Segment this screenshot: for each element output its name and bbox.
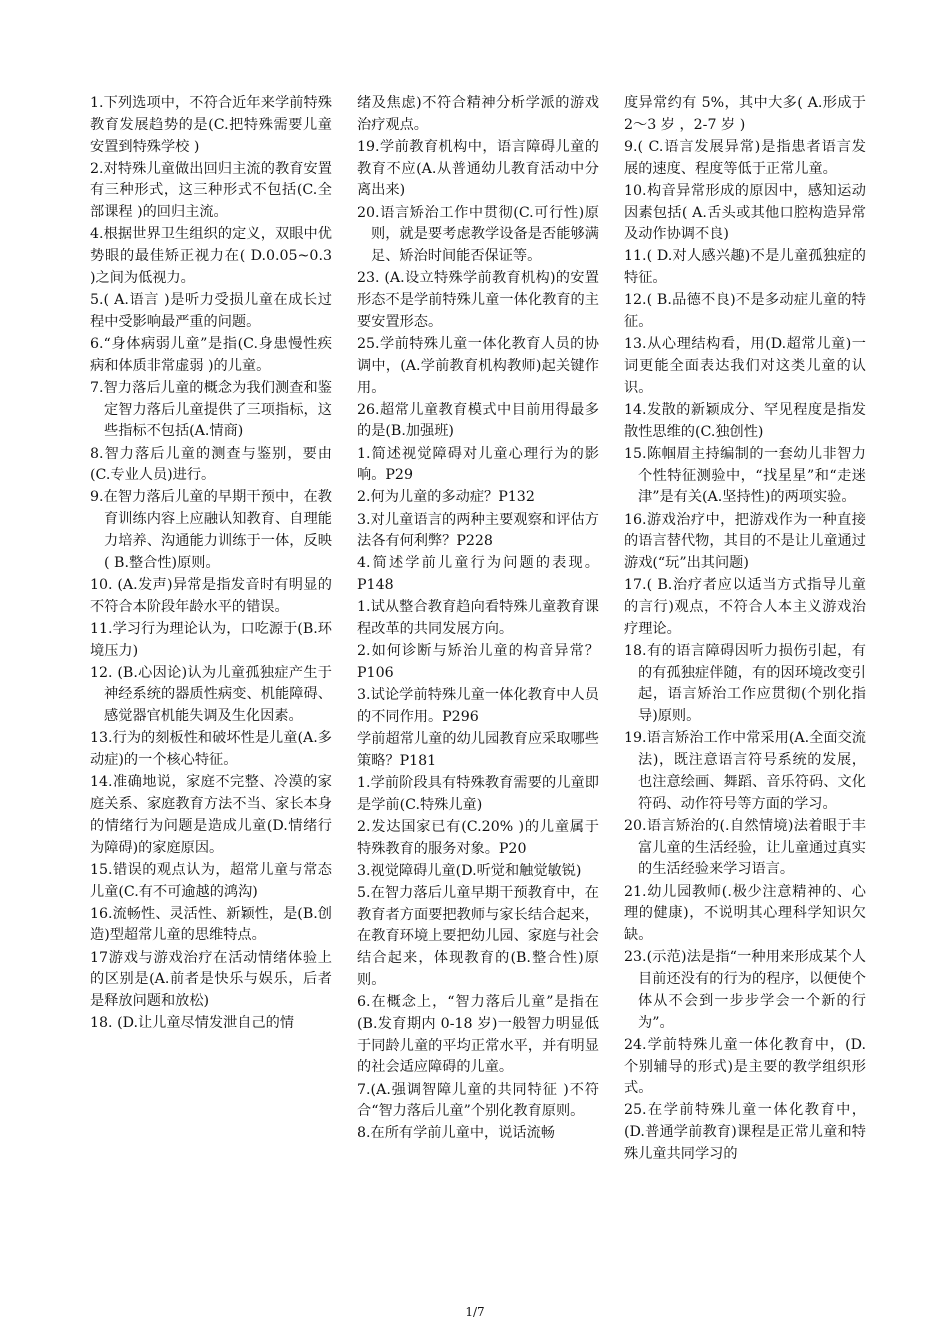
paragraph: 5.( A.语言 )是听力受损儿童在成长过程中受影响最严重的问题。	[90, 292, 332, 330]
paragraph: 23.(示范)法是指“一种用来形成某个人目前还没有的行为的程序，以便使个体从不会到一步步学会一个新的行为”。	[624, 949, 866, 1031]
paragraph: 11.学习行为理论认为，口吃源于(B.环境压力)	[90, 620, 332, 659]
paragraph: 1.学前阶段具有特殊教育需要的儿童即是学前(C.特殊儿童)	[357, 774, 599, 813]
paragraph: 12. (B.心因论)认为儿童孤独症产生于神经系统的器质性病变、机能障碍、感觉器官机能失调及生化因素。	[90, 664, 332, 725]
paragraph: 1.下列选项中，不符合近年来学前特殊教育发展趋势的是(C.把特殊需要儿童安置到特殊学校 )	[90, 95, 332, 155]
paragraph: 11.( D.对人感兴趣)不是儿童孤独症的特征。	[624, 248, 866, 287]
paragraph: 25.学前特殊儿童一体化教育人员的协调中，(A.学前教育机构教师)起关键作用。	[357, 335, 599, 396]
paragraph: 8.在所有学前儿童中，说话流畅	[357, 1125, 555, 1142]
paragraph: 13.行为的刻板性和破坏性是儿童(A.多动症)的一个核心特征。	[90, 730, 332, 769]
text-column-2	[357, 93, 599, 1145]
paragraph: 14.准确地说，家庭不完整、冷漠的家庭关系、家庭教育方法不当、家长本身的情绪行为问题是造成儿童(D.情绪行为障碍)的家庭原因。	[90, 774, 332, 856]
paragraph: 5.在智力落后儿童早期干预教育中，在教育者方面要把教师与家长结合起来，在教育环境上要把幼儿园、家庭与社会结合起来，体现教育的(B.整合性)原则。	[357, 884, 599, 988]
paragraph: 4.根据世界卫生组织的定义，双眼中优势眼的最佳矫正视力在( D.0.05~0.3 )之间为低视力。	[90, 226, 332, 286]
text-column-3	[624, 93, 866, 1166]
paragraph: 6.在概念上，“智力落后儿童”是指在(B.发育期内 0-18 岁)一般智力明显低于同龄儿童的平均正常水平，并有明显的社会适应障碍的儿童。	[357, 994, 599, 1076]
paragraph: 8.智力落后儿童的测查与鉴别，要由(C.专业人员)进行。	[90, 445, 332, 484]
paragraph: 17游戏与游戏治疗在活动情绪体验上的区别是(A.前者是快乐与娱乐，后者是释放问题和放松)	[90, 949, 332, 1010]
paragraph: 16.游戏治疗中，把游戏作为一种直接的语言替代物，其目的不是让儿童通过游戏(“玩”出其问题)	[624, 511, 866, 572]
paragraph: 14.发散的新颖成分、罕见程度是指发散性思维的(C.独创性)	[624, 401, 866, 440]
paragraph: 20.语言矫治工作中贯彻(C.可行性)原则，就是要考虑教学设备是否能够满足、矫治时间能否保证等。	[357, 204, 599, 265]
paragraph: 2.何为儿童的多动症？P132	[357, 489, 535, 506]
paragraph: 学前超常儿童的幼儿园教育应采取哪些策略？P181	[357, 730, 599, 769]
page-number: 1/7	[465, 1305, 485, 1319]
paragraph: 6.“身体病弱儿童”是指(C.身患慢性疾病和体质非常虚弱 )的儿童。	[90, 335, 332, 374]
paragraph: 2.如何诊断与矫治儿童的构音异常？P106	[357, 643, 599, 681]
paragraph: 3.视觉障碍儿童(D.听觉和触觉敏锐)	[357, 862, 582, 879]
paragraph: 21.幼儿园教师(.极少注意精神的、心理的健康)，不说明其心理科学知识欠缺。	[624, 883, 866, 944]
paragraph: 1.简述视觉障碍对儿童心理行为的影响。P29	[357, 445, 599, 484]
paragraph: 2.对特殊儿童做出回归主流的教育安置有三种形式，这三种形式不包括(C.全部课程 )的回归主流。	[90, 160, 332, 221]
paragraph: 13.从心理结构看，用(D.超常儿童)一词更能全面表达我们对这类儿童的认识。	[624, 336, 866, 396]
paragraph: 20.语言矫治的(.自然情境)法着眼于丰富儿童的生活经验，让儿童通过真实的生活经验来学习语言。	[624, 817, 866, 878]
paragraph: 18.有的语言障碍因听力损伤引起，有的有孤独症伴随，有的因环境改变引起，语言矫治工作应贯彻(个别化指导)原则。	[624, 642, 866, 725]
paragraph: 15.错误的观点认为，超常儿童与常态儿童(C.有不可逾越的鸿沟)	[90, 861, 332, 900]
paragraph: 26.超常儿童教育模式中目前用得最多的是(B.加强班)	[357, 401, 599, 440]
paragraph: 绪及焦虑)不符合精神分析学派的游戏治疗观点。	[357, 95, 599, 133]
paragraph: 19.语言矫治工作中常采用(A.全面交流法)，既注意语言符号系统的发展，也注意绘画、舞蹈、音乐符码、文化符码、动作符号等方面的学习。	[624, 730, 866, 812]
paragraph: 1.试从整合教育趋向看特殊儿童教育课程改革的共同发展方向。	[357, 599, 599, 638]
paragraph: 18. (D.让儿童尽情发泄自己的情	[90, 1015, 295, 1032]
paragraph: 24.学前特殊儿童一体化教育中，(D.个别辅导的形式)是主要的教学组织形式。	[624, 1036, 866, 1097]
paragraph: 2.发达国家已有(C.20% )的儿童属于特殊教育的服务对象。P20	[357, 818, 599, 857]
paragraph: 7.(A.强调智障儿童的共同特征 )不符合“智力落后儿童”个别化教育原则。	[357, 1081, 599, 1120]
paragraph: 度异常约有 5%，其中大多( A.形成于 2～3 岁 ，2-7 岁 )	[624, 95, 866, 133]
paragraph: 10. (A.发声)异常是指发音时有明显的不符合本阶段年龄水平的错误。	[90, 576, 332, 615]
text-column-1	[90, 93, 332, 1035]
paragraph: 23. (A.设立特殊学前教育机构)的安置形态不是学前特殊儿童一体化教育的主要安置形态。	[357, 270, 599, 330]
paragraph: 25.在学前特殊儿童一体化教育中，(D.普通学前教育)课程是正常儿童和特殊儿童共同学习的	[624, 1102, 866, 1162]
paragraph: 17.( B.治疗者应以适当方式指导儿童的言行)观点，不符合人本主义游戏治疗理论。	[624, 577, 866, 637]
paragraph: 9.在智力落后儿童的早期干预中，在教育训练内容上应融认知教育、自理能力培养、沟通能力训练于一体，反映( B.整合性)原则。	[90, 489, 332, 571]
paragraph: 16.流畅性、灵活性、新颖性，是(B.创造)型超常儿童的思维特点。	[90, 905, 332, 944]
paragraph: 3.试论学前特殊儿童一体化教育中人员的不同作用。P296	[357, 687, 599, 725]
paragraph: 19.学前教育机构中，语言障碍儿童的教育不应(A.从普通幼儿教育活动中分离出来)	[357, 138, 599, 199]
paragraph: 10.构音异常形成的原因中，感知运动因素包括( A.舌头或其他口腔构造异常及动作协调不良)	[624, 182, 866, 243]
paragraph: 4.简述学前儿童行为问题的表现。P148	[357, 555, 599, 594]
paragraph: 3.对儿童语言的两种主要观察和评估方法各有何利弊？P228	[357, 511, 599, 550]
paragraph: 15.陈帼眉主持编制的一套幼儿非智力个性特征测验中，“找星星”和“走迷津”是有关(A.坚持性)的两项实验。	[624, 445, 866, 506]
paragraph: 12.( B.品德不良)不是多动症儿童的特征。	[624, 292, 866, 331]
paragraph: 7.智力落后儿童的概念为我们测查和鉴定智力落后儿童提供了三项指标，这些指标不包括(A.情商)	[90, 379, 332, 440]
paragraph: 9.( C.语言发展异常)是指患者语言发展的速度、程度等低于正常儿童。	[624, 138, 866, 177]
